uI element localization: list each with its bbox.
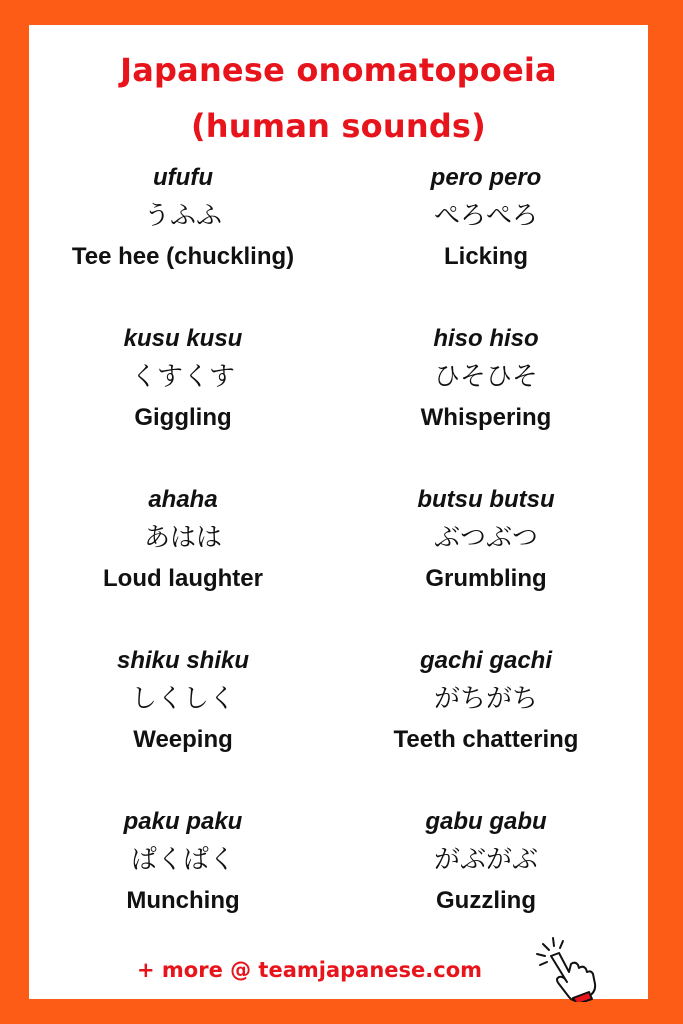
- romaji-text: gachi gachi: [419, 647, 553, 674]
- entry-gachi-gachi: [336, 639, 636, 769]
- pointing-hand-icon: [529, 932, 599, 1002]
- meaning-text: Teeth chattering: [393, 726, 579, 753]
- onomatopoeia-grid: [29, 156, 648, 926]
- meaning-text: Loud laughter: [103, 565, 263, 592]
- kana-text: ぱくぱく: [130, 845, 235, 875]
- entry-butsu-butsu: [336, 478, 636, 608]
- meaning-text: Giggling: [134, 404, 232, 431]
- entry-hiso-hiso: [336, 317, 636, 447]
- romaji-text: shiku shiku: [116, 647, 250, 674]
- entry-shiku-shiku: [33, 639, 333, 769]
- romaji-text: ufufu: [153, 164, 213, 191]
- meaning-text: Tee hee (chuckling): [71, 243, 295, 270]
- entry-paku-paku: [33, 800, 333, 930]
- kana-text: がちがち: [433, 684, 538, 714]
- entry-kusu-kusu: [33, 317, 333, 447]
- meaning-text: Whispering: [420, 404, 552, 431]
- romaji-text: ahaha: [148, 486, 218, 513]
- romaji-text: paku paku: [123, 808, 243, 835]
- meaning-text: Grumbling: [425, 565, 547, 592]
- romaji-text: gabu gabu: [425, 808, 547, 835]
- page-title-line2: (human sounds): [190, 107, 487, 145]
- entry-gabu-gabu: [336, 800, 636, 930]
- kana-text: ぶつぶつ: [433, 523, 538, 553]
- romaji-text: hiso hiso: [433, 325, 539, 352]
- entry-ufufu: [33, 156, 333, 286]
- footer: [29, 950, 648, 990]
- kana-text: あはは: [143, 523, 222, 553]
- entry-ahaha: [33, 478, 333, 608]
- kana-text: ぺろぺろ: [433, 201, 538, 231]
- meaning-text: Munching: [126, 887, 240, 914]
- kana-text: ひそひそ: [433, 362, 538, 392]
- kana-text: がぶがぶ: [433, 845, 538, 875]
- entry-pero-pero: [336, 156, 636, 286]
- romaji-text: kusu kusu: [123, 325, 243, 352]
- romaji-text: butsu butsu: [417, 486, 555, 513]
- page-title-line1: Japanese onomatopoeia: [120, 51, 557, 89]
- meaning-text: Weeping: [133, 726, 233, 753]
- kana-text: しくしく: [130, 684, 235, 714]
- romaji-text: pero pero: [430, 164, 542, 191]
- meaning-text: Licking: [443, 243, 528, 270]
- meaning-text: Guzzling: [436, 887, 536, 914]
- kana-text: うふふ: [143, 201, 222, 231]
- kana-text: くすくす: [130, 362, 235, 392]
- more-link[interactable]: + more @ teamjapanese.com: [137, 958, 483, 982]
- content-card: [29, 25, 648, 999]
